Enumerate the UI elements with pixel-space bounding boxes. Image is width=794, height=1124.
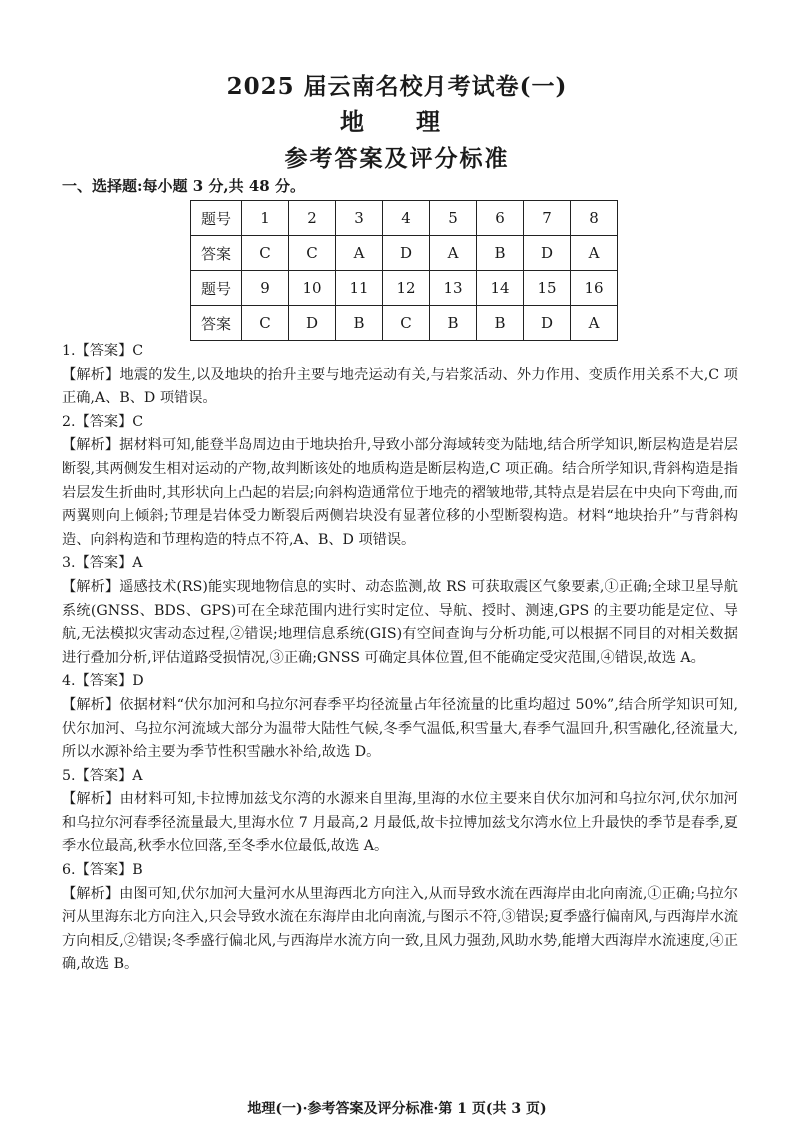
explanation-text: 【解析】据材料可知,能登半岛周边由于地块抬升,导致小部分海域转变为陆地,结合所学知识,断层构造是岩层断裂,其两侧发生相对运动的产物,故判断该处的地质构造是断层构造,C 项正确。结合所学知识,背斜构造是指岩层发生折曲时,其形状向上凸起的岩层;向斜构造通常位于地壳的褶皱地带,其特点是岩层在中央向下弯曲,而两翼则向上倾斜;节理是岩体受力断裂后两侧岩块没有显著位移的小型断裂构造。材料“地块抬升”与背斜构造、向斜构造和节理构造的特点不符,A、B、D 项错误。 [62, 437, 738, 548]
explanation-text: 【解析】地震的发生,以及地块的抬升主要与地壳运动有关,与岩浆活动、外力作用、变质作用关系不大,C 项正确,A、B、D 项错误。 [62, 366, 738, 407]
table-cell: 5 [430, 201, 477, 236]
table-cell: 3 [336, 201, 383, 236]
answer-line: 4.【答案】D [62, 673, 144, 690]
table-cell: 9 [242, 271, 289, 306]
table-cell: D [289, 306, 336, 341]
table-cell: A [571, 236, 618, 271]
table-cell: B [477, 306, 524, 341]
table-cell: 12 [383, 271, 430, 306]
table-cell: 8 [571, 201, 618, 236]
table-cell: B [336, 306, 383, 341]
answer-item [62, 670, 738, 764]
table-cell: A [336, 236, 383, 271]
table-cell: C [242, 306, 289, 341]
table-cell: C [383, 306, 430, 341]
answer-item [62, 552, 738, 670]
table-cell: 13 [430, 271, 477, 306]
table-cell: D [524, 306, 571, 341]
explanation-text: 【解析】由材料可知,卡拉博加兹戈尔湾的水源来自里海,里海的水位主要来自伏尔加河和乌拉尔河,伏尔加河和乌拉尔河春季径流量最大,里海水位 7 月最高,2 月最低,故卡拉博加兹戈尔湾水位上升最快的季节是春季,夏季水位最高,秋季水位回落,至冬季水位最低,故选 A。 [62, 791, 738, 855]
table-cell: 10 [289, 271, 336, 306]
table-cell: 4 [383, 201, 430, 236]
table-row [191, 271, 618, 306]
row-label: 答案 [191, 306, 242, 341]
table-cell: A [571, 306, 618, 341]
table-cell: 11 [336, 271, 383, 306]
table-cell: 15 [524, 271, 571, 306]
subject-title: 地 理 [340, 107, 454, 136]
table-cell: B [430, 306, 477, 341]
page-footer: 地理(一)·参考答案及评分标准·第 1 页(共 3 页) [247, 1101, 547, 1117]
table-cell: A [430, 236, 477, 271]
answer-item [62, 411, 738, 553]
answer-line: 2.【答案】C [62, 413, 144, 430]
table-cell: 6 [477, 201, 524, 236]
answer-line: 1.【答案】C [62, 343, 144, 359]
explanation-text: 【解析】依据材料“伏尔加河和乌拉尔河春季平均径流量占年径流量的比重均超过 50%”,结合所学知识可知,伏尔加河、乌拉尔河流域大部分为温带大陆性气候,冬季气温低,积雪量大,春季气温回升,积雪融化,径流量大,所以水源补给主要为季节性积雪融水补给,故选 D。 [62, 696, 738, 761]
answer-line: 5.【答案】A [62, 767, 143, 784]
table-cell: D [383, 236, 430, 271]
answer-line: 3.【答案】A [62, 555, 143, 572]
answer-item [62, 859, 738, 977]
row-label: 答案 [191, 236, 242, 271]
table-cell: C [242, 236, 289, 271]
table-cell: 14 [477, 271, 524, 306]
table-cell: 1 [242, 201, 289, 236]
table-row [191, 201, 618, 236]
section-heading-choice: 一、选择题:每小题 3 分,共 48 分。 [62, 177, 305, 195]
table-row [191, 306, 618, 341]
exam-title: 2025 届云南名校月考试卷(一) [226, 73, 568, 100]
answer-item [62, 765, 738, 859]
answer-item [62, 340, 738, 411]
table-cell: D [524, 236, 571, 271]
table-row [191, 236, 618, 271]
table-cell: 16 [571, 271, 618, 306]
explanations [62, 340, 738, 977]
table-cell: C [289, 236, 336, 271]
answer-table [190, 200, 618, 341]
table-cell: 7 [524, 201, 571, 236]
explanation-text: 【解析】遥感技术(RS)能实现地物信息的实时、动态监测,故 RS 可获取震区气象要素,①正确;全球卫星导航系统(GNSS、BDS、GPS)可在全球范围内进行实时定位、导航、授时、测速,GPS 的主要功能是定位、导航,无法模拟灾害动态过程,②错误;地理信息系统(GIS)有空间查询与分析功能,可以根据不同目的对相关数据进行叠加分析,评估道路受损情况,③正确;GNSS 可确定具体位置,但不能确定受灾范围,④错误,故选 A。 [62, 578, 738, 666]
answer-line: 6.【答案】B [62, 862, 143, 879]
document-title: 参考答案及评分标准 [284, 145, 510, 172]
table-cell: 2 [289, 201, 336, 236]
row-label: 题号 [191, 271, 242, 306]
table-cell: B [477, 236, 524, 271]
explanation-text: 【解析】由图可知,伏尔加河大量河水从里海西北方向注入,从而导致水流在西海岸由北向南流,①正确;乌拉尔河从里海东北方向注入,只会导致水流在东海岸由北向南流,与图示不符,③错误;夏季盛行偏南风,与西海岸水流方向相反,②错误;冬季盛行偏北风,与西海岸水流方向一致,且风力强劲,风助水势,能增大西海岸水流速度,④正确,故选 B。 [62, 885, 738, 973]
row-label: 题号 [191, 201, 242, 236]
